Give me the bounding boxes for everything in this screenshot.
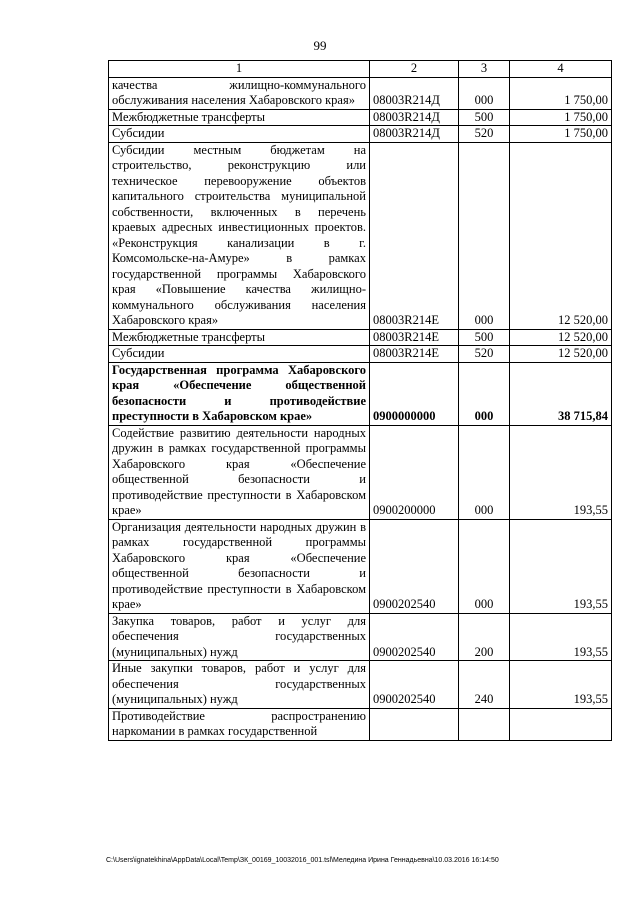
row-amount-cell: 12 520,00	[510, 329, 612, 346]
table-row	[109, 126, 612, 143]
page-number: 99	[313, 38, 327, 53]
table-row	[109, 142, 612, 329]
table-row	[109, 329, 612, 346]
table-row	[109, 708, 612, 740]
table-header-row	[109, 61, 612, 78]
row-code-cell: 08003R214Е	[370, 142, 459, 329]
table-row	[109, 519, 612, 613]
table-row	[109, 346, 612, 363]
row-name-cell: Субсидии	[109, 126, 370, 143]
table-row	[109, 109, 612, 126]
row-expense-type-cell: 000	[459, 362, 510, 425]
row-expense-type-cell: 000	[459, 519, 510, 613]
row-amount-cell: 1 750,00	[510, 126, 612, 143]
table-body	[109, 77, 612, 740]
row-code-cell: 08003R214Е	[370, 329, 459, 346]
row-expense-type-cell: 000	[459, 142, 510, 329]
table-row	[109, 613, 612, 661]
table-row	[109, 362, 612, 425]
row-name-cell: Иные закупки товаров, работ и услуг для обеспечения государственных (муниципальных) нужд	[109, 661, 370, 709]
row-code-cell: 08003R214Е	[370, 346, 459, 363]
table-row	[109, 661, 612, 709]
row-name-cell: качества жилищно-коммунального обслуживания населения Хабаровского края»	[109, 77, 370, 109]
row-code-cell: 0900000000	[370, 362, 459, 425]
row-code-cell: 0900200000	[370, 425, 459, 519]
row-code-cell: 0900202540	[370, 519, 459, 613]
header-col-4: 4	[510, 61, 612, 78]
row-expense-type-cell: 000	[459, 77, 510, 109]
file-path-footer: C:\Users\ignatekhina\AppData\Local\Temp\ЗК_00169_10032016_001.tsl\Меледина Ирина Геннадьевна\10.03.2016 16:14:50	[106, 857, 499, 864]
row-expense-type-cell: 520	[459, 126, 510, 143]
row-amount-cell: 12 520,00	[510, 346, 612, 363]
row-name-cell: Субсидии	[109, 346, 370, 363]
row-name-cell: Государственная программа Хабаровского края «Обеспечение общественной безопасности и противодействие преступности в Хабаровском крае»	[109, 362, 370, 425]
row-expense-type-cell: 000	[459, 425, 510, 519]
row-name-cell: Организация деятельности народных дружин в рамках государственной программы Хабаровского края «Обеспечение общественной безопасности и противодействие преступности в Хабаровском крае»	[109, 519, 370, 613]
row-code-cell: 08003R214Д	[370, 77, 459, 109]
row-amount-cell: 38 715,84	[510, 362, 612, 425]
row-name-cell: Субсидии местным бюджетам на строительство, реконструкцию или техническое перевооружение объектов капитального строительства муниципальной собственности, включенных в перечень краевых адресных инвестиционных проектов. «Реконструкция канализации в г. Комсомольске-на-Амуре» в рамках государственной программы Хабаровского края «Повышение качества жилищно-коммунального обслуживания населения Хабаровского края»	[109, 142, 370, 329]
row-amount-cell: 193,55	[510, 613, 612, 661]
row-code-cell: 08003R214Д	[370, 109, 459, 126]
row-expense-type-cell: 500	[459, 109, 510, 126]
row-expense-type-cell	[459, 708, 510, 740]
row-name-cell: Межбюджетные трансферты	[109, 329, 370, 346]
row-amount-cell: 1 750,00	[510, 77, 612, 109]
row-amount-cell	[510, 708, 612, 740]
row-code-cell: 08003R214Д	[370, 126, 459, 143]
row-name-cell: Закупка товаров, работ и услуг для обеспечения государственных (муниципальных) нужд	[109, 613, 370, 661]
row-amount-cell: 12 520,00	[510, 142, 612, 329]
budget-table	[108, 60, 612, 741]
row-expense-type-cell: 500	[459, 329, 510, 346]
header-col-1: 1	[109, 61, 370, 78]
row-name-cell: Противодействие распространению наркомании в рамках государственной	[109, 708, 370, 740]
table-row	[109, 77, 612, 109]
row-amount-cell: 193,55	[510, 661, 612, 709]
row-amount-cell: 1 750,00	[510, 109, 612, 126]
header-col-2: 2	[370, 61, 459, 78]
row-name-cell: Содействие развитию деятельности народных дружин в рамках государственной программы Хабаровского края «Обеспечение общественной безопасности и противодействие преступности в Хабаровском крае»	[109, 425, 370, 519]
header-col-3: 3	[459, 61, 510, 78]
row-code-cell: 0900202540	[370, 613, 459, 661]
row-amount-cell: 193,55	[510, 519, 612, 613]
row-expense-type-cell: 200	[459, 613, 510, 661]
row-expense-type-cell: 520	[459, 346, 510, 363]
row-expense-type-cell: 240	[459, 661, 510, 709]
table-row	[109, 425, 612, 519]
row-amount-cell: 193,55	[510, 425, 612, 519]
row-code-cell	[370, 708, 459, 740]
row-code-cell: 0900202540	[370, 661, 459, 709]
row-name-cell: Межбюджетные трансферты	[109, 109, 370, 126]
